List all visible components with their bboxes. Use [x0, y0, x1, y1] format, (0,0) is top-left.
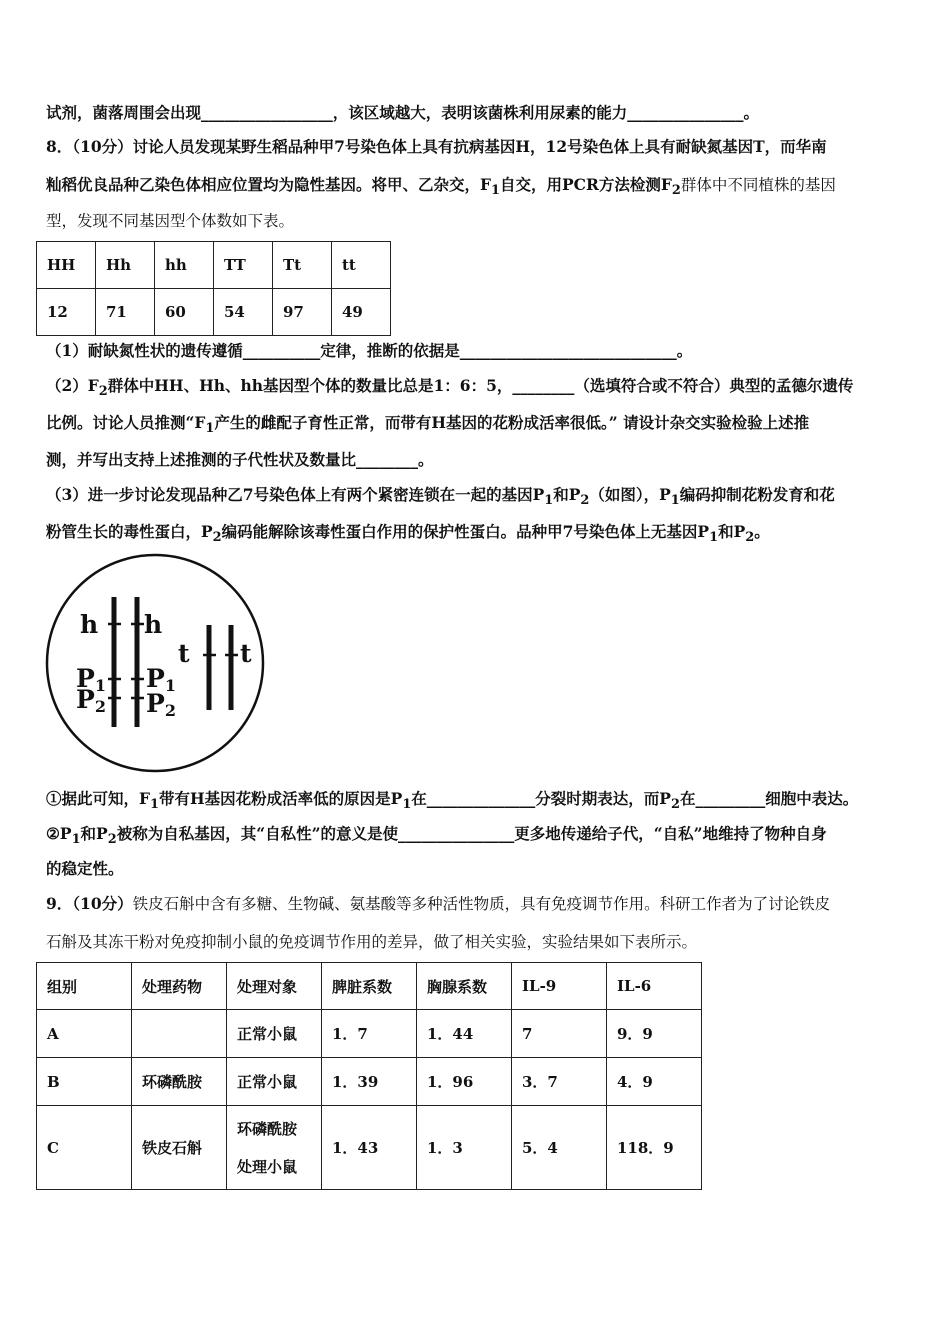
- gene-label-t-left: t: [178, 639, 190, 668]
- experiment-cell: 1．43: [322, 1106, 417, 1190]
- question-8-line-1: 8．（10分）讨论人员发现某野生稻品种甲7号染色体上具有抗病基因H，12号染色体上具有耐缺氮基因T，而华南: [46, 137, 827, 156]
- experiment-table: [36, 962, 702, 1190]
- experiment-header-cell: 处理对象: [227, 963, 322, 1010]
- experiment-cell: A: [37, 1010, 132, 1058]
- sub-question-2-line-3: 测，并写出支持上述推测的子代性状及数量比________。: [46, 450, 434, 469]
- experiment-cell: B: [37, 1058, 132, 1106]
- genotype-count-row: [37, 289, 391, 336]
- sub-question-3-part-2: $②P_1$和$P_2$被称为自私基因，其“自私性”的意义是使_______________更多地传递给子代，“自私”地维持了物种自身: [46, 824, 827, 848]
- question-8-number: 8．（10分）: [46, 137, 133, 156]
- experiment-row-c: [37, 1106, 702, 1190]
- chromosome-diagram: [44, 552, 266, 774]
- genotype-header-cell: tt: [332, 242, 391, 289]
- genotype-count-cell: 12: [37, 289, 96, 336]
- experiment-cell: C: [37, 1106, 132, 1190]
- experiment-header-cell: IL-6: [607, 963, 702, 1010]
- genotype-count-cell: 60: [155, 289, 214, 336]
- genotype-header-cell: Tt: [273, 242, 332, 289]
- experiment-cell: 1．3: [417, 1106, 512, 1190]
- sub-question-3-part-1: ①据此可知，$F_1$带有H基因花粉成活率低的原因是$P_1$在______________分裂时期表达，而$P_2$在_________细胞中表达。: [46, 789, 859, 813]
- genotype-count-cell: 97: [273, 289, 332, 336]
- sub-question-3-line-2: 粉管生长的毒性蛋白，$P_2$编码能解除该毒性蛋白作用的保护性蛋白。品种甲7号染色体上无基因$P_1$和$P_2$。: [46, 522, 770, 546]
- experiment-cell: 1．39: [322, 1058, 417, 1106]
- experiment-header-cell: IL-9: [512, 963, 607, 1010]
- question-9-line-1: 9．（10分）铁皮石斛中含有多糖、生物碱、氨基酸等多种活性物质，具有免疫调节作用。科研工作者为了讨论铁皮: [46, 894, 831, 913]
- genotype-count-cell: 54: [214, 289, 273, 336]
- experiment-cell: 9．9: [607, 1010, 702, 1058]
- experiment-cell: 3．7: [512, 1058, 607, 1106]
- experiment-cell: 正常小鼠: [227, 1010, 322, 1058]
- gene-label-p1-left: P1: [76, 664, 106, 695]
- sub-question-2-line-1: $(2)F_2$群体中HH、Hh、hh基因型个体的数量比总是1：6：5，________（选填符合或不符合）典型的孟德尔遗传: [46, 376, 854, 400]
- experiment-cell: 7: [512, 1010, 607, 1058]
- gene-label-h-left: h: [80, 610, 99, 639]
- genotype-count-cell: 71: [96, 289, 155, 336]
- experiment-header-cell: 脾脏系数: [322, 963, 417, 1010]
- experiment-row-b: [37, 1058, 702, 1106]
- experiment-cell: 1．44: [417, 1010, 512, 1058]
- experiment-cell: 4．9: [607, 1058, 702, 1106]
- experiment-cell: 1．7: [322, 1010, 417, 1058]
- question-8-line-2: 籼稻优良品种乙染色体相应位置均为隐性基因。将甲、乙杂交，$F_1$自交，用PCR方法检测$F_2$群体中不同植株的基因: [46, 175, 836, 199]
- experiment-cell: 1．96: [417, 1058, 512, 1106]
- experiment-cell: [132, 1010, 227, 1058]
- text-line-1: 试剂，菌落周围会出现_________________，该区域越大，表明该菌株利用尿素的能力_______________。: [46, 103, 760, 122]
- experiment-cell: 环磷酰胺 处理小鼠: [227, 1106, 322, 1190]
- experiment-cell: 5．4: [512, 1106, 607, 1190]
- experiment-row-a: [37, 1010, 702, 1058]
- gene-label-t-right: t: [240, 639, 252, 668]
- question-9-number: 9．（10分）: [46, 894, 133, 913]
- gene-label-h-right: h: [144, 610, 163, 639]
- gene-label-p2-right: P2: [146, 689, 176, 720]
- sub-question-1: （1）耐缺氮性状的遗传遵循__________定律，推断的依据是____________________________。: [46, 341, 693, 360]
- gene-label-p1-right: P1: [146, 664, 176, 695]
- experiment-header-row: [37, 963, 702, 1010]
- experiment-cell: 正常小鼠: [227, 1058, 322, 1106]
- experiment-header-cell: 胸腺系数: [417, 963, 512, 1010]
- genotype-table: [36, 241, 391, 336]
- genotype-header-cell: TT: [214, 242, 273, 289]
- sub-question-2-line-2: 比例。讨论人员推测“$F_1$产生的雌配子育性正常，而带有H基因的花粉成活率很低。” 请设计杂交实验检验上述推: [46, 413, 810, 437]
- sub-question-3-part-2-end: 的稳定性。: [46, 859, 124, 878]
- experiment-cell: 铁皮石斛: [132, 1106, 227, 1190]
- genotype-header-row: [37, 242, 391, 289]
- question-9-line-2: 石斛及其冻干粉对免疫抑制小鼠的免疫调节作用的差异，做了相关实验，实验结果如下表所示。: [46, 933, 698, 951]
- sub-question-3-line-1: （3）进一步讨论发现品种乙7号染色体上有两个紧密连锁在一起的基因$P_1$和$P_2$（如图），$P_1$编码抑制花粉发育和花: [46, 485, 835, 509]
- genotype-header-cell: HH: [37, 242, 96, 289]
- experiment-cell: 环磷酰胺: [132, 1058, 227, 1106]
- question-8-line-3: 型，发现不同基因型个体数如下表。: [46, 212, 295, 230]
- genotype-count-cell: 49: [332, 289, 391, 336]
- experiment-cell: 118．9: [607, 1106, 702, 1190]
- genotype-header-cell: Hh: [96, 242, 155, 289]
- experiment-header-cell: 组别: [37, 963, 132, 1010]
- genotype-header-cell: hh: [155, 242, 214, 289]
- gene-label-p2-left: P2: [76, 685, 106, 716]
- experiment-header-cell: 处理药物: [132, 963, 227, 1010]
